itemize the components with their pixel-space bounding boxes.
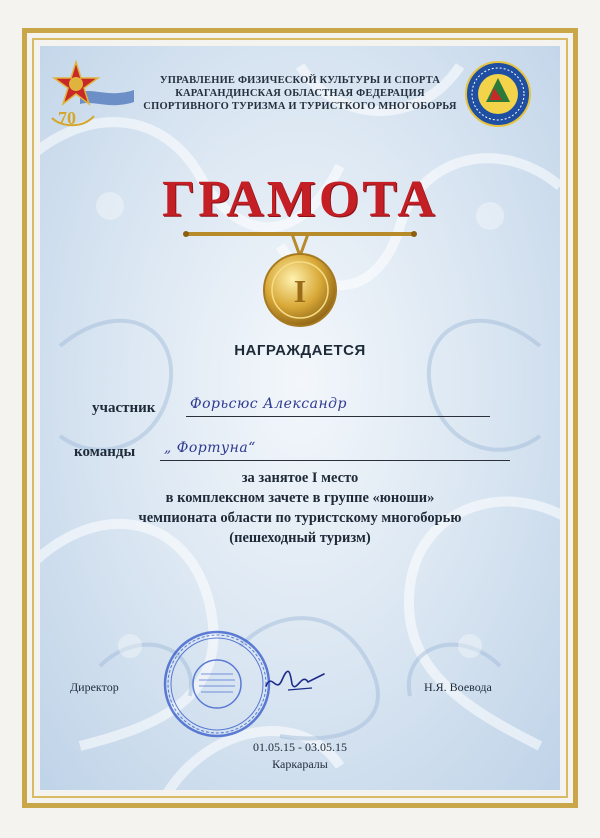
body-line-3: чемпионата области по туристскому многоборью	[138, 510, 462, 526]
award-heading: НАГРАЖДАЕТСЯ	[234, 342, 366, 359]
event-place: Каркаралы	[272, 757, 328, 771]
header-line-1: УПРАВЛЕНИЕ ФИЗИЧЕСКОЙ КУЛЬТУРЫ И СПОРТА	[159, 75, 441, 86]
award-description	[40, 468, 560, 548]
round-stamp-icon	[161, 628, 273, 740]
body-line-1: за занятое I место	[241, 470, 359, 486]
participant-line	[186, 416, 490, 417]
participant-label: участник	[92, 400, 156, 416]
body-line-4: (пешеходный туризм)	[229, 530, 371, 546]
participant-name: Форьсюс Александр	[190, 396, 347, 412]
gold-medal-icon	[180, 224, 420, 328]
team-name: „ Фортуна“	[164, 440, 256, 456]
team-label: команды	[74, 444, 136, 460]
header-line-2: КАРАГАНДИНСКАЯ ОБЛАСТНАЯ ФЕДЕРАЦИЯ	[175, 88, 425, 99]
body-line-2: в комплексном зачете в группе «юноши»	[165, 490, 435, 506]
director-signature-icon	[262, 664, 328, 700]
director-label: Директор	[70, 680, 119, 694]
signer-name: Н.Я. Воевода	[424, 680, 492, 694]
team-line	[160, 460, 510, 461]
federation-logo-icon	[464, 60, 532, 128]
medal-numeral: I	[293, 273, 307, 309]
certificate-title: ГРАМОТА	[162, 171, 438, 228]
header-line-3: СПОРТИВНОГО ТУРИЗМА И ТУРИСТКОГО МНОГОБОРЬЯ	[143, 101, 457, 112]
svg-text:70: 70	[58, 108, 76, 128]
event-dates: 01.05.15 - 03.05.15	[253, 740, 347, 754]
